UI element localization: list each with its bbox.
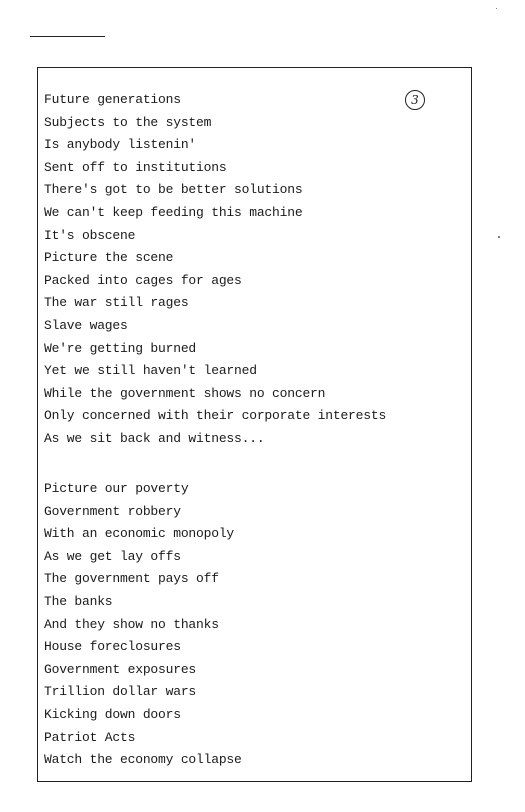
lyric-line: As we sit back and witness... [44, 430, 265, 446]
lyric-line: Slave wages [44, 317, 128, 333]
lyric-line: Subjects to the system [44, 114, 212, 130]
lyric-line: Future generations [44, 92, 181, 107]
lyric-line: It's obscene [44, 227, 136, 243]
lyric-line: Only concerned with their corporate interests [44, 408, 387, 424]
lyric-line: Patriot Acts [44, 729, 136, 745]
lyric-line: Packed into cages for ages [44, 272, 242, 288]
lyric-line: Is anybody listenin' [44, 137, 197, 153]
lyric-line: Yet we still haven't learned [44, 363, 257, 379]
lyric-line: We're getting burned [44, 340, 197, 356]
lyric-line: Trillion dollar wars [44, 684, 197, 700]
lyric-line: The government pays off [44, 571, 219, 587]
lyric-line: Kicking down doors [44, 706, 181, 722]
lyric-line: There's got to be better solutions [44, 182, 303, 198]
lyric-line: The war still rages [44, 295, 189, 311]
lyric-line: Picture our poverty [44, 481, 189, 496]
lyric-line: Sent off to institutions [44, 159, 227, 175]
lyric-line: As we get lay offs [44, 548, 181, 564]
lyric-line: Watch the economy collapse [44, 752, 242, 768]
lyric-line: And they show no thanks [44, 616, 219, 632]
lyric-line: Government robbery [44, 503, 181, 519]
lyric-line: Government exposures [44, 661, 197, 677]
lyric-line: Picture the scene [44, 250, 174, 266]
lyric-line: While the government shows no concern [44, 385, 326, 401]
scan-speck [496, 8, 497, 9]
stanza-2 [44, 478, 242, 772]
top-rule-line [30, 36, 105, 37]
page-number: 3 [405, 90, 425, 110]
scan-speck [498, 236, 500, 238]
lyric-line: We can't keep feeding this machine [44, 204, 303, 220]
lyric-line: House foreclosures [44, 639, 181, 655]
lyric-line: The banks [44, 593, 113, 609]
lyric-line: With an economic monopoly [44, 526, 235, 542]
stanza-1 [44, 89, 386, 451]
